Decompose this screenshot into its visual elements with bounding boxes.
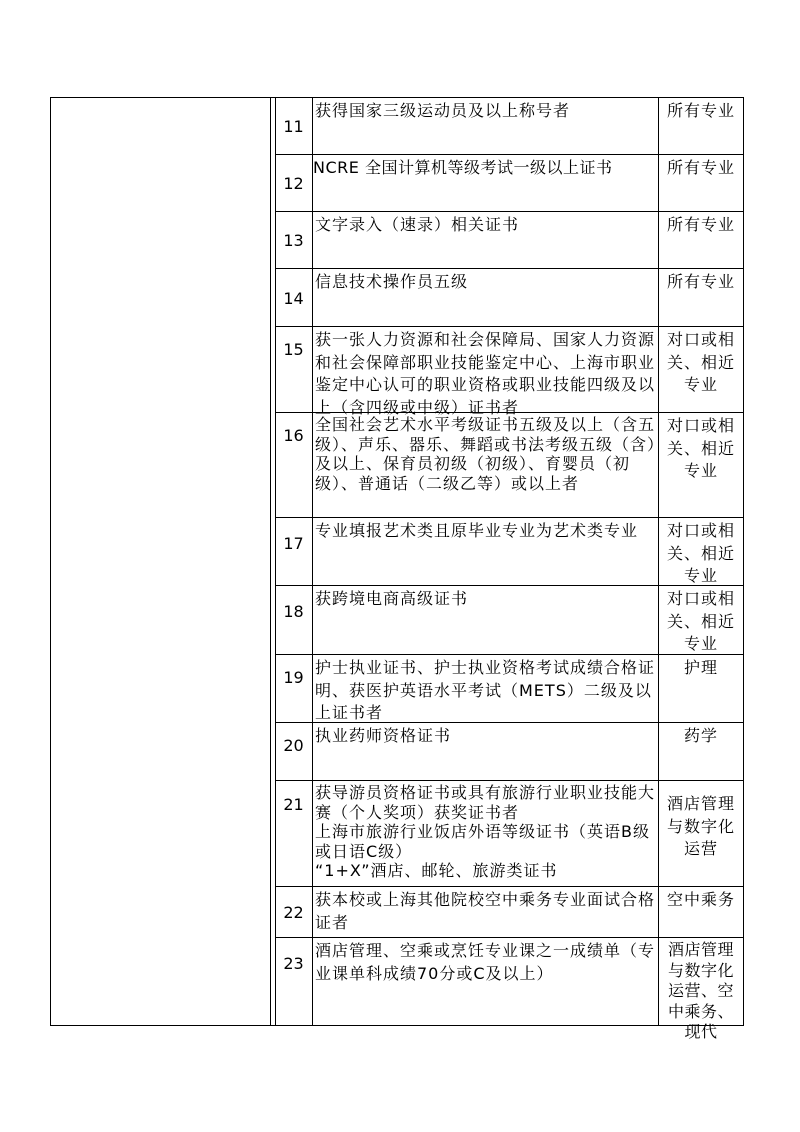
table-row [275,154,743,212]
table-row [275,412,743,518]
row-major: 所有专业 [666,215,735,234]
column-divider [270,98,271,1025]
row-description: 全国社会艺术水平考级证书五级及以上（含五级）、声乐、器乐、舞蹈或书法考级五级（含）及以上、保育员初级（初级）、育婴员（初级）、普通话（二级乙等）或以上者 [315,415,657,493]
row-description: 获导游员资格证书或具有旅游行业职业技能大赛（个人奖项）获奖证书者 上海市旅游行业饭店外语等级证书（英语B级或日语C级） “1+X”酒店、邮轮、旅游类证书 [315,783,656,880]
row-number: 14 [283,288,304,308]
row-number: 12 [283,174,304,193]
row-number: 23 [283,953,304,973]
table-row [275,517,743,586]
row-description: 获得国家三级运动员及以上称号者 [315,101,571,120]
row-major: 所有专业 [666,272,735,291]
row-description: 信息技术操作员五级 [315,272,469,291]
row-number: 19 [283,667,304,687]
table-row [275,722,743,781]
row-number: 20 [283,735,304,755]
row-number: 21 [283,794,304,814]
row-description: NCRE 全国计算机等级考试一级以上证书 [313,158,613,177]
row-major: 药学 [683,726,718,745]
row-number: 17 [283,533,304,553]
row-description: 酒店管理、空乘或烹饪专业课之一成绩单（专业课单科成绩70分或C及以上） [315,941,656,983]
table-row [275,654,743,723]
row-major: 对口或相关、相近专业 [666,589,735,653]
table-row [275,268,743,327]
row-description: 获一张人力资源和社会保障局、国家人力资源和社会保障部职业技能鉴定中心、上海市职业鉴定中心认可的职业资格或职业技能四级及以上（含四级或中级）证书者 [315,330,656,417]
row-major: 空中乘务 [666,890,735,909]
row-description: 获跨境电商高级证书 [315,589,469,608]
requirements-table [50,97,744,1041]
table-row [275,98,743,154]
row-number: 15 [283,339,304,359]
table-row [275,211,743,269]
row-number: 18 [283,601,304,621]
table-row [275,585,743,655]
row-number: 16 [283,425,304,445]
table-row [275,326,743,417]
row-number: 13 [283,231,304,250]
row-description: 专业填报艺术类且原毕业专业为艺术类专业 [315,521,639,540]
row-description: 文字录入（速录）相关证书 [315,215,520,234]
table-row [275,780,743,887]
row-major: 所有专业 [666,101,735,120]
row-description: 获本校或上海其他院校空中乘务专业面试合格证者 [315,890,656,932]
row-major: 酒店管理与数字化运营、空中乘务、现代 [667,940,734,1041]
row-description: 护士执业证书、护士执业资格考试成绩合格证明、获医护英语水平考试（METS）二级及以上证书者 [315,658,656,722]
row-major: 对口或相关、相近专业 [666,416,735,480]
table-row [275,937,743,1041]
row-major: 护理 [683,658,718,677]
row-number: 22 [283,903,304,922]
row-major: 酒店管理与数字化运营 [666,794,735,858]
row-number: 11 [283,116,304,136]
table-row [275,886,743,938]
row-major: 对口或相关、相近专业 [666,521,735,585]
row-major: 所有专业 [666,158,735,177]
row-major: 对口或相关、相近专业 [666,330,735,394]
row-description: 执业药师资格证书 [315,726,452,745]
